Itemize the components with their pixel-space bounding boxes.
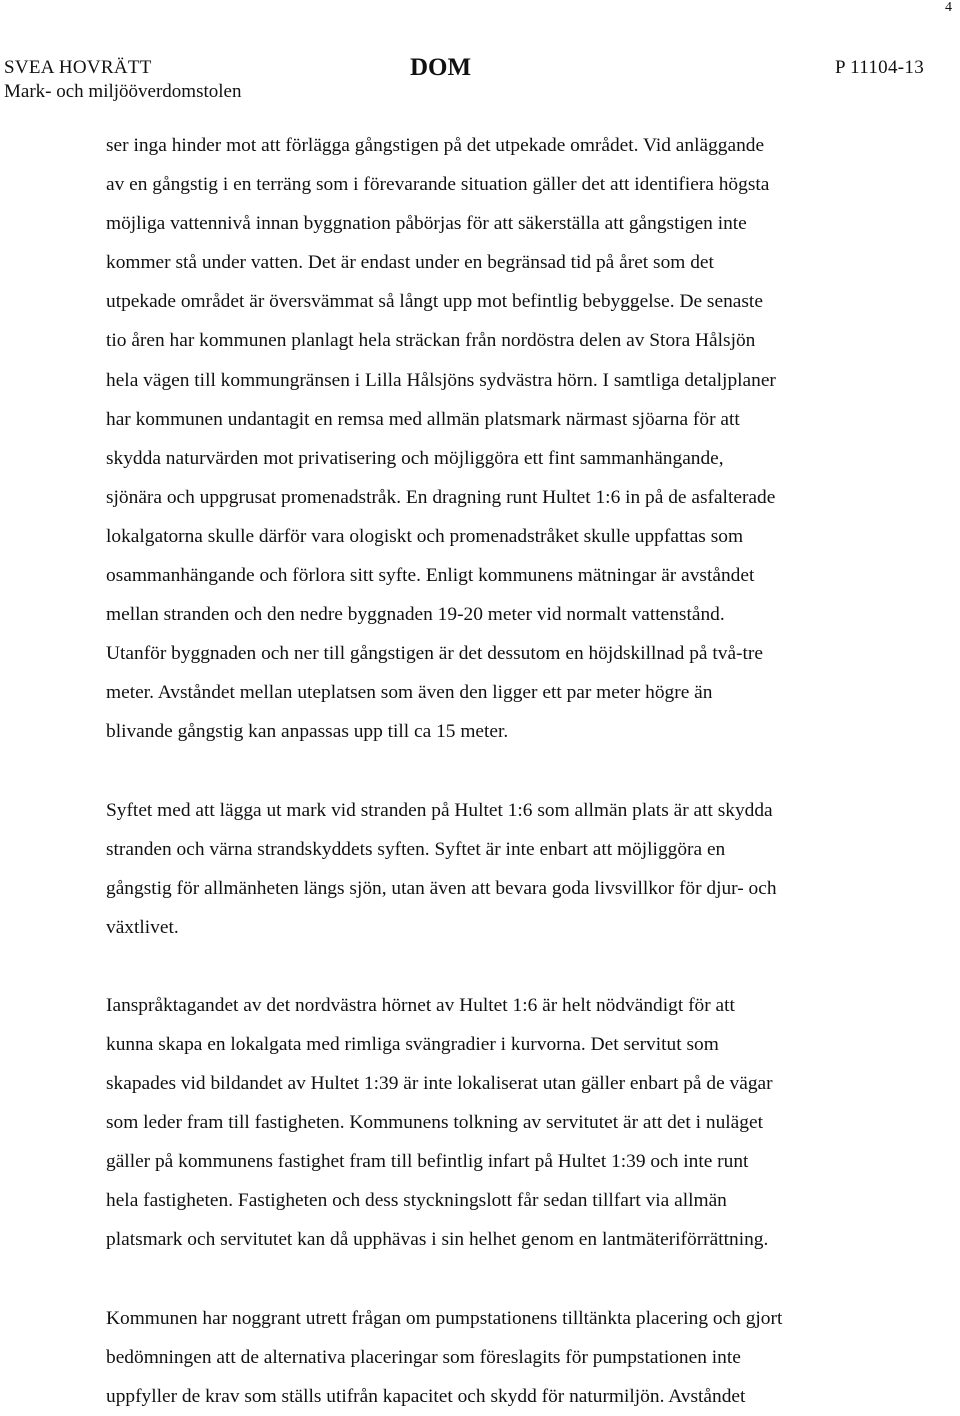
document-type: DOM bbox=[410, 54, 472, 81]
court-division: Mark- och miljööverdomstolen bbox=[4, 81, 242, 102]
document-header bbox=[4, 54, 924, 107]
paragraph-pumpstation: Kommunen har noggrant utrett frågan om pumpstationens tilltänkta placering och gjort bedömningen att de alternativa placeringar som föreslagits för pumpstationen inte uppfyller de krav som ställs utifrån kapacitet och skydd för naturmiljön. Avståndet bbox=[106, 1307, 783, 1407]
court-name: SVEA HOVRÄTT bbox=[4, 57, 152, 78]
paragraph-gangstig: ser inga hinder mot att förlägga gångstigen på det utpekade området. Vid anläggande av en gångstig i en terräng som i förevarande situation gäller det att identifiera högsta möjliga vattennivå innan byggnation påbörjas för att säkerställa att gångstigen inte kommer stå under vatten. Det är endast under en begränsad tid på året som det utpekade området är översvämmat så långt upp mot befintlig bebyggelse. De senaste tio åren har kommunen planlagt hela sträckan från nordöstra delen av Stora Hålsjön hela vägen till kommungränsen i Lilla Hålsjöns sydvästra hörn. I samtliga detaljplaner har kommunen undantagit en remsa med allmän platsmark närmast sjöarna för att skydda naturvärden mot privatisering och möjliggöra ett fint sammanhängande, sjönära och uppgrusat promenadstråk. En dragning runt Hultet 1:6 in på de asfalterade lokalgatorna skulle därför vara ologiskt och promenadstråket skulle uppfattas som osammanhängande och förlora sitt syfte. Enligt kommunens mätningar är avståndet mellan stranden och den nedre byggnaden 19-20 meter vid normalt vattenstånd. Utanför byggnaden och ner till gångstigen är det dessutom en höjdskillnad på två-tre meter. Avståndet mellan uteplatsen som även den ligger ett par meter högre än blivande gångstig kan anpassas upp till ca 15 meter. bbox=[106, 135, 776, 743]
case-number: P 11104-13 bbox=[834, 57, 924, 78]
paragraph-syftet: Syftet med att lägga ut mark vid stranden på Hultet 1:6 som allmän plats är att skydda stranden och värna strandskyddets syften. Syftet är inte enbart att möjliggöra en gångstig för allmänheten längs sjön, utan även att bevara goda livsvillkor för djur- och växtlivet. bbox=[106, 799, 777, 938]
paragraph-ianspraktagandet: Ianspråktagandet av det nordvästra hörnet av Hultet 1:6 är helt nödvändigt för att kunna skapa en lokalgata med rimliga svängradier i kurvorna. Det servitut som skapades vid bildandet av Hultet 1:39 är inte lokaliserat utan gäller enbart på de vägar som leder fram till fastigheten. Kommunens tolkning av servitutet är att det i nuläget gäller på kommunens fastighet fram till befintlig infart på Hultet 1:39 och inte runt hela fastigheten. Fastigheten och dess styckningslott får sedan tillfart via allmän platsmark och servitutet kan då upphävas i sin helhet genom en lantmäteriförrättning. bbox=[106, 994, 773, 1251]
document-body bbox=[106, 126, 906, 1416]
page-number: 4 bbox=[945, 0, 952, 15]
